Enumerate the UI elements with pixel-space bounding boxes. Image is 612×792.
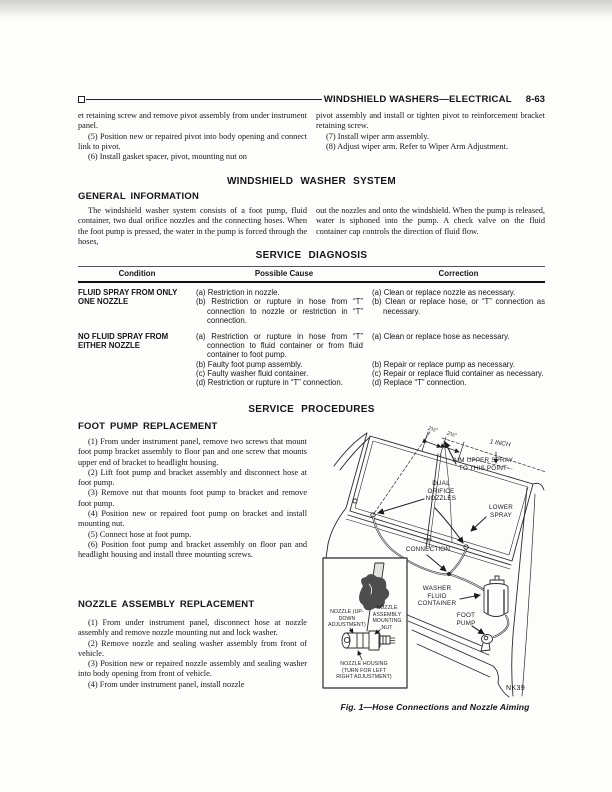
foot-pump-steps [78, 437, 307, 561]
step: (4) From under instrument panel, install nozzle [88, 679, 245, 689]
scan-edge-shading [0, 0, 612, 18]
nozzle-mounting-nut-label: NOZZLE ASSEMBLY MOUNTING NUT [372, 605, 402, 631]
cause-text: (b) Restriction or rupture in hose from “T” connection to nozzle or restriction in “T” connection. [196, 297, 363, 325]
section-title-washer-system: WINDSHIELD WASHER SYSTEM [226, 176, 397, 187]
column-header-correction: Correction [438, 269, 479, 278]
cause-text: (c) Faulty washer fluid container. [196, 368, 309, 378]
step: (5) Connect hose at foot pump. [88, 529, 192, 539]
step: (1) From under instrument panel, remove two screws that mount foot pump bracket assembly to floor pan and one screw that mounts upper end of bracket to headlight housing. [78, 437, 307, 467]
dual-orifice-nozzles-label: DUAL ORIFICE NOZZLES [425, 480, 457, 503]
cause-correction-pair [196, 360, 545, 369]
cause-correction-pair [196, 288, 545, 297]
table-row [78, 288, 545, 325]
paragraph: pivot assembly and install or tighten pivot to reinforcement bracket retaining screw. [316, 111, 545, 131]
correction-text: (b) Clean or replace hose, or “T” connection as necessary. [372, 297, 545, 316]
step: (1) From under instrument panel, disconnect hose at nozzle assembly and remove nozzle mounting nut and lock washer. [78, 618, 307, 638]
header-rule [86, 99, 322, 101]
section-title-service-diagnosis: SERVICE DIAGNOSIS [255, 250, 368, 261]
washer-fluid-container-label: WASHER FLUID CONTAINER [417, 585, 457, 608]
foot-pump-label: FOOT PUMP [456, 612, 476, 627]
nozzle-updown-label: NOZZLE (UP-DOWN ADJUSTMENT) [328, 609, 366, 628]
step: (2) Lift foot pump and bracket assembly and disconnect hose at foot pump. [78, 467, 307, 488]
heading-nozzle-assembly-replacement: NOZZLE ASSEMBLY REPLACEMENT [78, 599, 255, 610]
one-inch-label: 1 INCH [489, 438, 511, 449]
figure-code: NK39 [506, 685, 526, 692]
cause-correction-cells [196, 332, 545, 387]
general-info-right [316, 206, 545, 237]
page-header-title: WINDSHIELD WASHERS—ELECTRICAL [323, 94, 512, 105]
cause-correction-pair [196, 332, 545, 360]
step: (3) Position new or repaired nozzle assembly and sealing washer into body opening from front of vehicle. [78, 659, 307, 679]
intro-left-column [78, 111, 307, 162]
header-square-ornament [78, 96, 85, 103]
correction-text: (a) Clean or replace nozzle as necessary. [372, 288, 516, 298]
aim-upper-spray-label: AIM UPPER SPRAY TO THIS POINT [452, 457, 514, 472]
cause-correction-pair [196, 297, 545, 325]
paragraph: (8) Adjust wiper arm. Refer to Wiper Arm Adjustment. [326, 141, 509, 151]
step: (2) Remove nozzle and sealing washer assembly from front of vehicle. [78, 638, 307, 658]
diagnosis-header-row [78, 266, 545, 283]
cause-correction-pair [196, 369, 545, 378]
condition-cell: NO FLUID SPRAY FROM EITHER NOZZLE [78, 332, 169, 351]
figure-1-illustration [322, 424, 548, 702]
cause-text: (a) Restriction or rupture in hose from “T” connection to fluid container or from fluid container to foot pump. [196, 332, 363, 360]
cause-text: (d) Restriction or rupture in “T” connection. [196, 378, 343, 388]
step: (3) Remove nut that mounts foot pump to bracket and remove foot pump. [78, 488, 307, 508]
t-connection-label: “T” CONNECTION [405, 538, 451, 553]
cause-text: (b) Faulty foot pump assembly. [196, 359, 303, 369]
paragraph: The windshield washer system consists of a foot pump, fluid container, two dual orifice nozzles and the connecting hoses. When the foot pump is pressed, the water in the pump is forced through the hoses, [78, 206, 307, 246]
dimension-label-left: 2½″ [427, 425, 439, 435]
cause-correction-pair [196, 378, 545, 387]
table-row [78, 332, 545, 387]
column-header-condition: Condition [118, 269, 156, 278]
heading-foot-pump-replacement: FOOT PUMP REPLACEMENT [78, 421, 218, 432]
page-number: 8-63 [525, 94, 545, 105]
cause-correction-cells [196, 288, 545, 325]
heading-general-information: GENERAL INFORMATION [78, 191, 200, 202]
figure-caption: Fig. 1—Hose Connections and Nozzle Aiming [340, 702, 530, 712]
condition-cell: FLUID SPRAY FROM ONLY ONE NOZZLE [78, 288, 178, 307]
paragraph: (5) Position new or repaired pivot into body opening and connect link to pivot. [78, 131, 307, 151]
page-header [78, 94, 545, 105]
nozzle-steps [78, 618, 307, 690]
column-header-possible-cause: Possible Cause [254, 269, 314, 278]
lower-spray-label: LOWER SPRAY [488, 504, 514, 519]
cause-text: (a) Restriction in nozzle. [196, 288, 280, 298]
correction-text: (a) Clean or replace hose as necessary. [372, 332, 510, 342]
step: (4) Position new or repaired foot pump on bracket and install mounting nut. [78, 509, 307, 529]
nozzle-housing-label: NOZZLE HOUSING (TURN FOR LEFT RIGHT ADJUSTMENT) [336, 661, 392, 680]
step: (6) Position foot pump and bracket assembly on floor pan and headlight housing and install three mounting screws. [78, 539, 307, 560]
correction-text: (b) Repair or replace pump as necessary. [372, 359, 515, 369]
paragraph: out the nozzles and onto the windshield. When the pump is released, water is siphoned into the pump. A check valve on the fluid container cap controls the direction of fluid flow. [316, 206, 545, 236]
dimension-label-right: 2½″ [446, 430, 458, 440]
correction-text: (d) Replace “T” connection. [372, 378, 467, 388]
correction-text: (c) Repair or replace fluid container as necessary. [372, 368, 544, 378]
service-diagnosis-table [78, 266, 545, 387]
paragraph: (6) Install gasket spacer, pivot, mounting nut on [88, 152, 247, 162]
intro-right-column [316, 111, 545, 152]
paragraph: (7) Install wiper arm assembly. [326, 131, 429, 141]
paragraph: et retaining screw and remove pivot assembly from under instrument panel. [78, 111, 307, 131]
general-info-left [78, 206, 307, 247]
section-title-service-procedures: SERVICE PROCEDURES [248, 404, 375, 415]
